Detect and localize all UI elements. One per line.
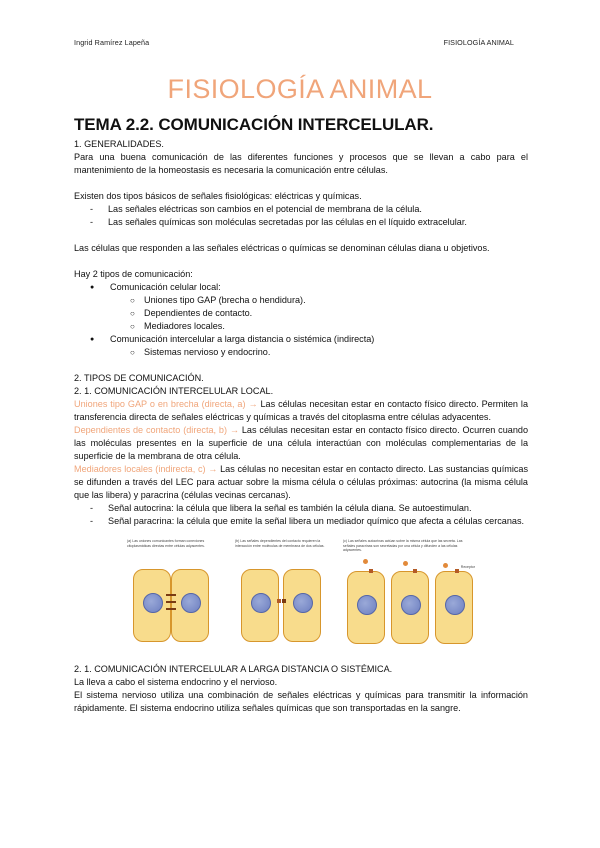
- signal-molecule: [363, 559, 368, 564]
- section-2-heading: 2. TIPOS DE COMUNICACIÓN.: [74, 373, 204, 383]
- tema-heading: TEMA 2.2. COMUNICACIÓN INTERCELULAR.: [74, 115, 434, 134]
- nucleus: [357, 595, 377, 615]
- gap-junction: [166, 601, 176, 603]
- list-item: ○ Dependientes de contacto.: [74, 307, 528, 320]
- list-item: - Señal autocrina: la célula que libera la señal es también la célula diana. Se autoestimulan.: [74, 502, 528, 515]
- list-item: - Señal paracrina: la célula que emite la señal libera un mediador químico que afecta a células cercanas.: [74, 515, 528, 528]
- subsection-2-1-heading: 2. 1. COMUNICACIÓN INTERCELULAR LOCAL.: [74, 386, 274, 396]
- systemic-line: La lleva a cabo el sistema endocrino y el nervioso.: [74, 677, 278, 687]
- mediators-label: Mediadores locales (indirecta, c): [74, 464, 206, 474]
- contact-label: Dependientes de contacto (directa, b): [74, 425, 228, 435]
- communication-figure: [74, 539, 528, 651]
- gap-junction: [166, 594, 176, 596]
- comm-types-intro: Hay 2 tipos de comunicación:: [74, 269, 193, 279]
- figure-panel-a: [127, 539, 223, 651]
- arrow-icon: →: [229, 425, 239, 435]
- contact-paragraph: [74, 424, 528, 463]
- nucleus: [251, 593, 271, 613]
- page-title: FISIOLOGÍA ANIMAL: [167, 74, 433, 104]
- arrow-icon: →: [248, 399, 258, 409]
- intro-paragraph: Para una buena comunicación de las diferentes funciones y procesos que se llevan a cabo para el mantenimiento de la homeostasis es necesaria la comunicación entre células.: [74, 152, 528, 175]
- cell: [391, 571, 429, 644]
- nucleus: [293, 593, 313, 613]
- list-item: ○ Sistemas nervioso y endocrino.: [74, 346, 528, 359]
- gap-junctions-text: Las células necesitan estar en contacto físico directo. Permiten la transferencia directa de señales eléctricas y químicas a través del citoplasma entre células adyacentes.: [74, 399, 528, 422]
- gap-junctions-paragraph: [74, 398, 528, 424]
- section-1-heading: 1. GENERALIDADES.: [74, 139, 164, 149]
- list-item: ○ Mediadores locales.: [74, 320, 528, 333]
- signal-molecule: [443, 563, 448, 568]
- subsection-2-1b-heading: 2. 1. COMUNICACIÓN INTERCELULAR A LARGA DISTANCIA O SISTÉMICA.: [74, 664, 393, 674]
- figure-caption-a: (a) Las uniones comunicantes forman conexiones citoplasmáticas directas entre células adyacentes.: [127, 539, 205, 548]
- list-item: ● Comunicación intercelular a larga distancia o sistémica (indirecta): [74, 333, 528, 346]
- receptor: [455, 569, 459, 573]
- header-author: Ingrid Ramírez Lapeña: [74, 38, 150, 47]
- list-item: - Las señales eléctricas son cambios en el potencial de membrana de la célula.: [74, 203, 528, 216]
- membrane-molecule: [277, 599, 281, 603]
- target-cells-paragraph: Las células que responden a las señales eléctricas o químicas se denominan células diana u objetivos.: [74, 243, 490, 253]
- cell: [347, 571, 385, 644]
- figure-caption-b: (b) Las señales dependientes del contacto requieren la interacción entre moléculas de membrana de dos células.: [235, 539, 325, 548]
- figure-panel-c: [343, 539, 475, 651]
- cell: [133, 569, 171, 642]
- header-subject: FISIOLOGÍA ANIMAL: [443, 38, 514, 47]
- cell: [241, 569, 279, 642]
- list-item: ● Comunicación celular local:: [74, 281, 528, 294]
- mediators-paragraph: [74, 463, 528, 502]
- gap-junctions-label: Uniones tipo GAP o en brecha (directa, a): [74, 399, 246, 409]
- cell: [283, 569, 321, 642]
- membrane-molecule: [282, 599, 286, 603]
- contact-text: Las células necesitan estar en contacto físico directo. Ocurren cuando las moléculas presentes en la superficie de una célula interactúan con moléculas complementarias de la superficie de la membrana de otra célula.: [74, 425, 529, 461]
- receptor: [369, 569, 373, 573]
- cell: [435, 571, 473, 644]
- arrow-icon: →: [208, 464, 218, 474]
- gap-junction: [166, 608, 176, 610]
- figure-caption-c: (c) Las señales autocrinas actúan sobre la misma célula que las secreta. Las señales paracrinas son secretadas por una célula y difunden a las células adyacentes.: [343, 539, 463, 552]
- nucleus: [445, 595, 465, 615]
- signal-types-intro: Existen dos tipos básicos de señales fisiológicas: eléctricas y químicas.: [74, 191, 362, 201]
- receptor-label: Receptor: [460, 565, 475, 569]
- systemic-paragraph: El sistema nervioso utiliza una combinación de señales eléctricas y químicas para transmitir la información rápidamente. El sistema endocrino utiliza señales químicas que son transportadas en la sangre.: [74, 690, 528, 713]
- mediators-text: Las células no necesitan estar en contacto directo. Las sustancias químicas se difunden a través del LEC para actuar sobre la misma célula o células próximas: autocrina (la misma célula que las libera) y paracrina (células vecinas cercanas).: [74, 464, 528, 500]
- receptor: [413, 569, 417, 573]
- nucleus: [143, 593, 163, 613]
- signal-molecule: [403, 561, 408, 566]
- list-item: ○ Uniones tipo GAP (brecha o hendidura).: [74, 294, 528, 307]
- figure-panel-b: [235, 539, 331, 651]
- nucleus: [181, 593, 201, 613]
- document-body: [74, 114, 528, 715]
- nucleus: [401, 595, 421, 615]
- cell: [171, 569, 209, 642]
- list-item: - Las señales químicas son moléculas secretadas por las células en el líquido extracelular.: [74, 216, 528, 229]
